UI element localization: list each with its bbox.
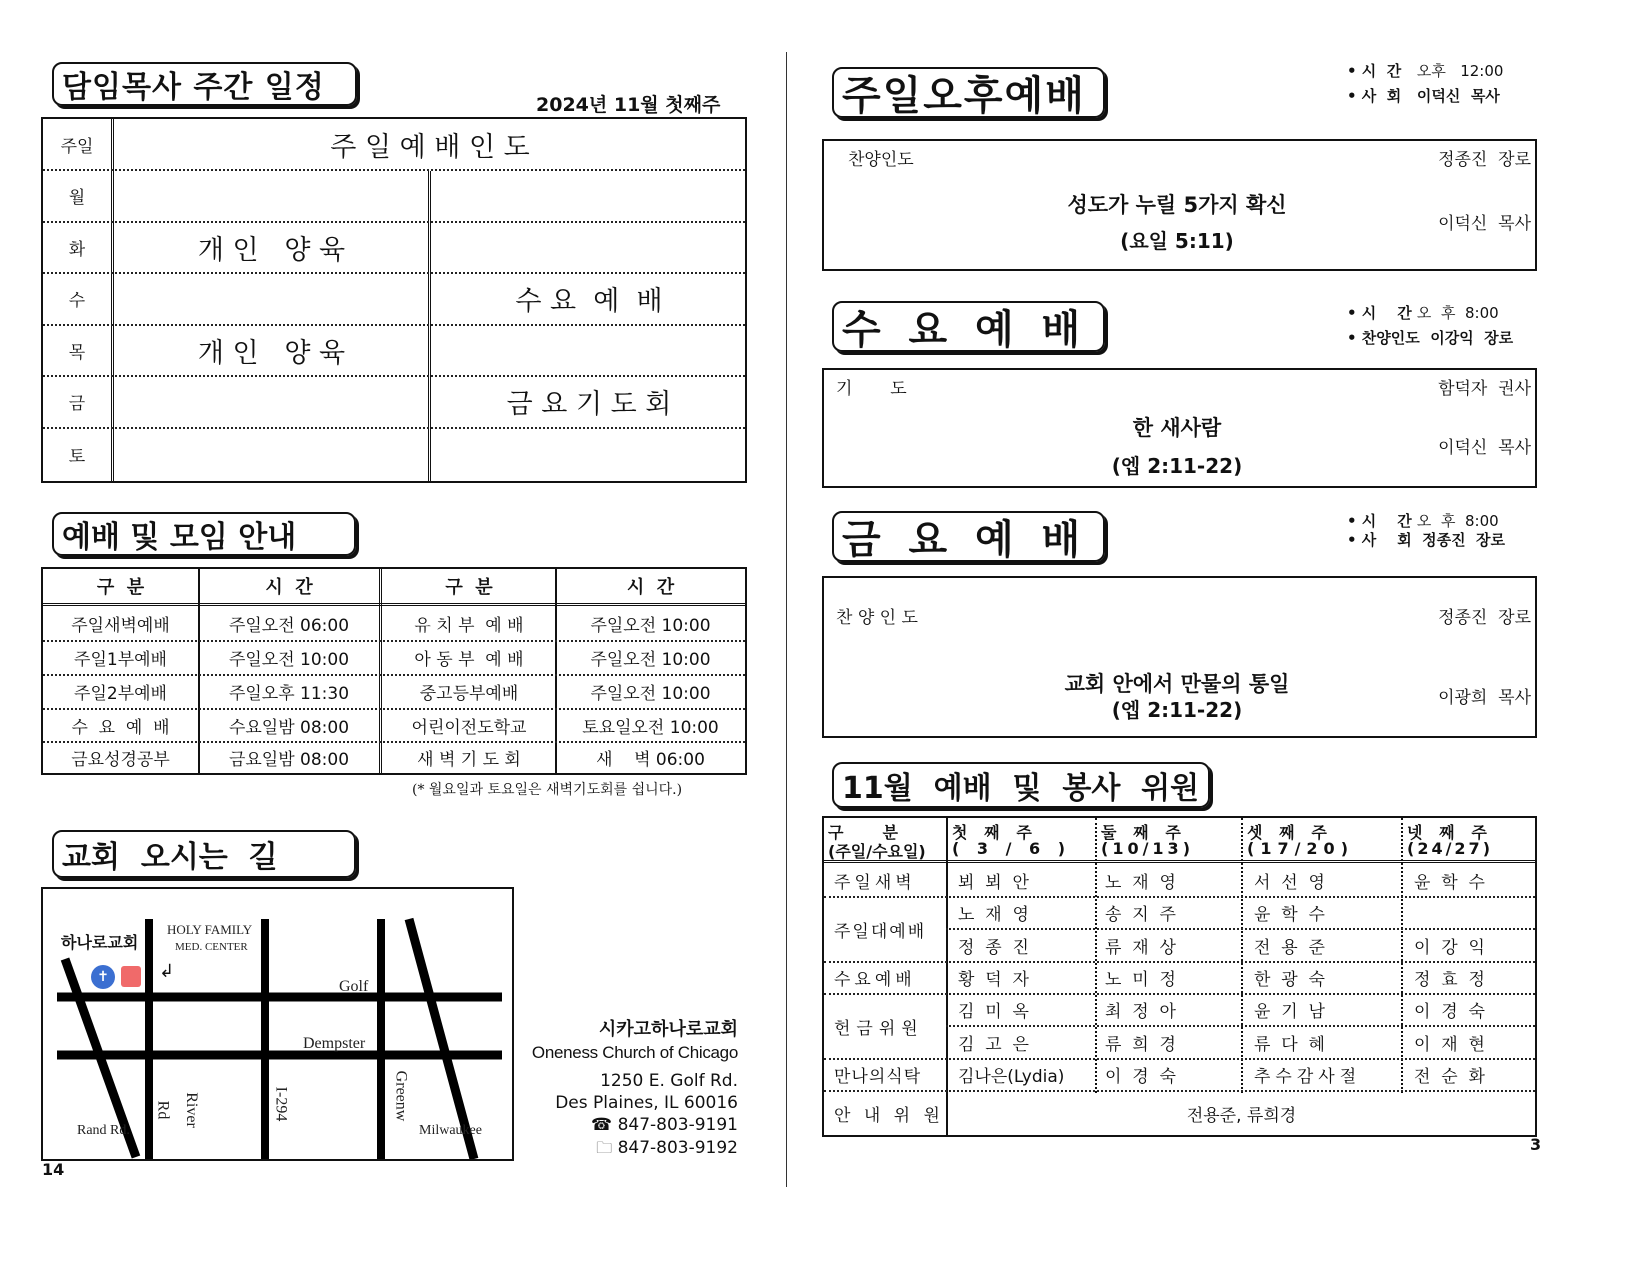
road-golf: Golf: [339, 978, 369, 995]
row-label-wednesday: 수요예배: [834, 970, 916, 990]
row-label-dawn: 주일새벽: [834, 872, 916, 893]
day-mon: 월: [68, 188, 86, 208]
week-3-dates: (17/20): [1247, 839, 1354, 858]
church-label: 하나로교회: [61, 933, 139, 952]
friday-leader-name: 정종진 장로: [1438, 608, 1531, 628]
sunday-service-lead: 주 일 예 배 인 도: [330, 131, 530, 163]
day-wed: 수: [68, 291, 86, 311]
guide-value: 전용준, 류희경: [1186, 1105, 1297, 1126]
wednesday-box: [822, 368, 1537, 488]
sunday-pm-preacher: 이덕신 목사: [1438, 214, 1531, 234]
schedule-title: 담임목사 주간 일정: [52, 62, 357, 106]
sunday-pm-time: • 시 간 오후 12:00: [1347, 62, 1504, 80]
church-name-ko: 시카고하나로교회: [598, 1019, 738, 1040]
week-3-header: 셋 째 주: [1247, 823, 1327, 842]
address-line-1: 1250 E. Golf Rd.: [600, 1071, 738, 1091]
road-i294: I-294: [272, 1086, 290, 1122]
hospital-icon: [121, 966, 141, 987]
friday-box: [822, 576, 1537, 738]
volunteers-header-category: 구 분: [828, 823, 898, 842]
friday-sermon-ref: (엡 2:11-22): [1111, 698, 1243, 722]
page-number-left: 14: [42, 1160, 65, 1179]
tuesday-discipleship: 개 인 양 육: [197, 234, 346, 266]
day-thu: 목: [68, 342, 86, 363]
services-header-category: 구 분: [96, 577, 145, 598]
day-tue: 화: [68, 239, 86, 260]
road-milwaukee: Milwaukee: [419, 1123, 482, 1138]
friday-preacher: 이광희 목사: [1438, 688, 1531, 708]
sunday-pm-box: [822, 139, 1537, 271]
wednesday-prayer-label: 기 도: [836, 379, 907, 399]
road-river: River: [182, 1092, 200, 1128]
friday-leader-label: 찬 양 인 도: [836, 608, 918, 628]
day-fri: 금: [68, 394, 86, 414]
address-line-2: Des Plaines, IL 60016: [555, 1093, 738, 1113]
wednesday-leader: • 찬양인도 이강익 장로: [1347, 329, 1514, 347]
wednesday-prayer-name: 함덕자 권사: [1438, 379, 1531, 399]
row-label-manna: 만나의식탁: [834, 1067, 922, 1087]
services-header-time-2: 시 간: [626, 577, 675, 598]
church-icon: ✝: [91, 965, 115, 989]
row-label-offering: 헌금위원: [834, 1018, 924, 1039]
phone-icon: ☎: [590, 1115, 613, 1135]
row-label-guide: 안 내 위 원: [834, 1105, 944, 1126]
sunday-pm-sermon-ref: (요일 5:11): [1120, 229, 1234, 253]
page-divider: [786, 52, 787, 1187]
page-number-right: 3: [1530, 1135, 1542, 1154]
day-sun: 주일: [60, 136, 94, 157]
week-2-dates: (10/13): [1101, 839, 1194, 858]
sunday-pm-host: • 사 회 이덕신 목사: [1347, 87, 1500, 105]
friday-title: 금 요 예 배: [832, 511, 1105, 562]
week-2-header: 둘 째 주: [1101, 823, 1181, 842]
folder-icon: 🗀: [596, 1138, 613, 1157]
friday-host: • 사 회 정종진 장로: [1347, 531, 1506, 549]
week-1-header: 첫 째 주: [952, 823, 1032, 842]
volunteers-title: 11월 예배 및 봉사 위원: [832, 762, 1210, 808]
road-greenw: Greenw: [392, 1070, 410, 1122]
road-rand: Rand Rd.: [77, 1123, 130, 1138]
phone-number: 847-803-9191: [617, 1115, 738, 1135]
sunday-pm-leader-name: 정종진 장로: [1438, 150, 1531, 170]
row-label-main: 주일대예배: [834, 921, 927, 942]
road-rd: Rd: [154, 1100, 172, 1120]
hospital-label-2: MED. CENTER: [175, 941, 248, 953]
schedule-week: 2024년 11월 첫째주: [536, 94, 721, 116]
sunday-pm-leader-label: 찬양인도: [848, 150, 914, 170]
contact-block: [520, 1015, 738, 1164]
services-note: (* 월요일과 토요일은 새벽기도회를 쉽니다.): [412, 782, 683, 798]
sunday-pm-title: 주일오후예배: [832, 67, 1105, 118]
schedule-table: [41, 117, 747, 483]
week-1-dates: ( 3 / 6 ): [952, 839, 1072, 858]
wednesday-preacher: 이덕신 목사: [1438, 438, 1531, 458]
wednesday-time: • 시 간 오 후 8:00: [1347, 304, 1499, 322]
fax-number: 847-803-9192: [617, 1138, 738, 1158]
services-table: 구 분 시 간 구 분 시 간 주일새벽예배 주일오전 06:00 유 치 부 예 배 주일오전 10:00 주일1부예배 주일오전 10:00 아 동 부 예 배 주일오전 10:00 주일2부예배 주일오후 11:30 중고등부예배 주일오전 10:00 수 요 예 배 수요일밤 08:00 어린이전도학교 토요일오전 10:00 금요성경공부 금요일밤 08:00 새 벽 기 도 회 새 벽 06:00: [41, 567, 747, 775]
wednesday-sermon-title: 한 새사람: [1132, 416, 1222, 440]
services-title: 예배 및 모임 안내: [52, 512, 356, 556]
services-header-time: 시 간: [265, 577, 313, 598]
friday-time: • 시 간 오 후 8:00: [1347, 512, 1499, 530]
day-sat: 토: [68, 447, 86, 467]
wednesday-title: 수 요 예 배: [832, 301, 1105, 352]
church-name-en: Oneness Church of Chicago: [531, 1043, 738, 1062]
friday-prayer: 금 요 기 도 회: [506, 389, 672, 420]
arrow-icon: ↲: [159, 961, 175, 982]
hospital-label-1: HOLY FAMILY: [167, 922, 253, 937]
services-header-category-2: 구 분: [445, 577, 493, 598]
road-dempster: Dempster: [303, 1035, 366, 1052]
friday-sermon-title: 교회 안에서 만물의 통일: [1064, 672, 1290, 696]
thursday-discipleship: 개 인 양 육: [197, 337, 346, 369]
volunteers-table: 구 분 (주일/수요일) 첫 째 주 ( 3 / 6 ) 둘 째 주 (10/13) 셋 째 주 (17/20) 넷 째 주 (24/27) 주일새벽 주일대예배 수요예배 헌금위원 만나의식탁 안 내 위 원 뵈 뵈 안 노 재 영 서 선 영 윤 학 수 노 재 영 정 종 진 송 지 주 류 재 상 윤 학 수 전 용 준 이 강 익 황 덕 자 노 미 정 한 광 숙 정 효 정 김 미 옥 김 고 은 최 정 아 류 희 경 윤 기 남 류 다 혜 이 경 숙 이 재 현 김나은(Lydia) 이 경 숙 추수감사절 전 순 화 전용준, 류희경: [822, 816, 1537, 1137]
directions-title: 교회 오시는 길: [52, 830, 356, 878]
wednesday-service: 수 요 예 배: [515, 286, 663, 317]
wednesday-sermon-ref: (엡 2:11-22): [1111, 454, 1243, 478]
directions-map: [41, 887, 514, 1161]
volunteers-header-subtitle: (주일/수요일): [828, 842, 926, 861]
week-4-header: 넷 째 주: [1407, 823, 1487, 842]
week-4-dates: (24/27): [1407, 839, 1493, 858]
sunday-pm-sermon-title: 성도가 누릴 5가지 확신: [1067, 193, 1287, 217]
